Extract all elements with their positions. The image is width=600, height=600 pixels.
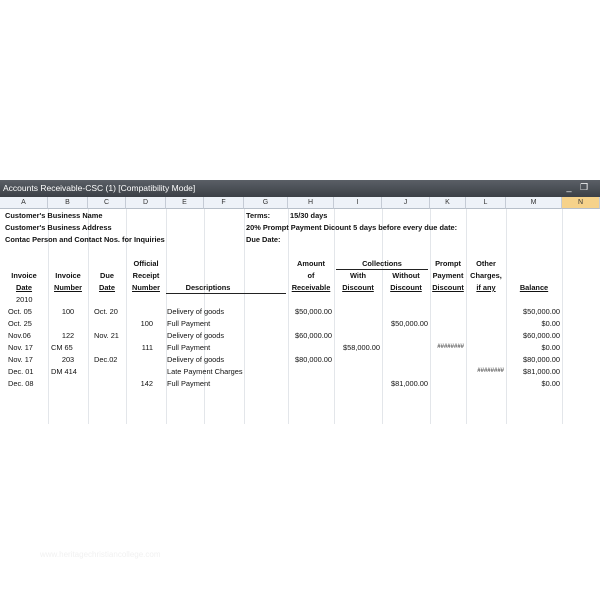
row-3-due: Nov. 21 bbox=[94, 331, 119, 340]
row-2-without: $50,000.00 bbox=[391, 319, 428, 328]
column-header-c[interactable]: C bbox=[88, 197, 126, 209]
discount-note: 20% Prompt Payment Dicount 5 days before every due date: bbox=[246, 223, 458, 232]
row-3-date: Nov.06 bbox=[8, 331, 31, 340]
column-header-i[interactable]: I bbox=[334, 197, 382, 209]
row-6-other: ######## bbox=[477, 368, 504, 374]
row-7-desc: Full Payment bbox=[167, 379, 211, 388]
row-7-receipt: 142 bbox=[140, 379, 153, 388]
row-2-desc: Full Payment bbox=[167, 319, 211, 328]
header-other-3: if any bbox=[476, 283, 496, 292]
header-descriptions: Descriptions bbox=[185, 283, 231, 292]
contact-label: Contac Person and Contact Nos. for Inquiries bbox=[5, 235, 165, 244]
row-6-desc: Late Payment Charges bbox=[167, 367, 243, 376]
row-1-desc: Delivery of goods bbox=[167, 307, 225, 316]
header-amount-1: Amount bbox=[297, 259, 325, 268]
header-other-2: Charges, bbox=[470, 271, 502, 280]
row-5-date: Nov. 17 bbox=[8, 355, 33, 364]
row-4-invoice: CM 65 bbox=[51, 343, 73, 352]
column-header-d[interactable]: D bbox=[126, 197, 166, 209]
column-header-e[interactable]: E bbox=[166, 197, 204, 209]
column-header-l[interactable]: L bbox=[466, 197, 506, 209]
row-7-date: Dec. 08 bbox=[8, 379, 34, 388]
watermark: www.heritagechristiancollege.com bbox=[40, 550, 161, 559]
due-date-label: Due Date: bbox=[246, 235, 281, 244]
header-amount-2: of bbox=[307, 271, 315, 280]
header-without-2: Discount bbox=[390, 283, 422, 292]
header-collections: Collections bbox=[362, 259, 402, 268]
row-4-balance: $0.00 bbox=[541, 343, 560, 352]
year-label: 2010 bbox=[16, 295, 33, 304]
spreadsheet-window bbox=[0, 180, 600, 424]
row-1-invoice: 100 bbox=[61, 307, 75, 316]
row-3-desc: Delivery of goods bbox=[167, 331, 225, 340]
minimize-button[interactable]: _ bbox=[566, 182, 572, 192]
row-1-due: Oct. 20 bbox=[94, 307, 118, 316]
header-prompt-1: Prompt bbox=[435, 259, 461, 268]
descriptions-underline bbox=[166, 293, 286, 294]
header-invoice-date-2: Date bbox=[15, 283, 33, 292]
row-7-balance: $0.00 bbox=[541, 379, 560, 388]
header-receipt-3: Number bbox=[132, 283, 160, 292]
row-2-receipt: 100 bbox=[140, 319, 153, 328]
title-bar bbox=[0, 180, 600, 197]
column-header-k[interactable]: K bbox=[430, 197, 466, 209]
row-1-amount: $50,000.00 bbox=[295, 307, 332, 316]
row-1-balance: $50,000.00 bbox=[523, 307, 560, 316]
row-4-date: Nov. 17 bbox=[8, 343, 33, 352]
column-header-g[interactable]: G bbox=[244, 197, 288, 209]
header-due-date-2: Date bbox=[98, 283, 116, 292]
row-2-date: Oct. 25 bbox=[8, 319, 32, 328]
header-invoice-number-2: Number bbox=[54, 283, 82, 292]
terms-label: Terms: bbox=[246, 211, 271, 220]
row-6-balance: $81,000.00 bbox=[523, 367, 560, 376]
header-amount-3: Receivable bbox=[291, 283, 331, 292]
header-with-2: Discount bbox=[342, 283, 374, 292]
row-5-desc: Delivery of goods bbox=[167, 355, 225, 364]
header-with-1: With bbox=[350, 271, 366, 280]
window-title: Accounts Receivable-CSC (1) [Compatibility Mode] bbox=[3, 183, 196, 193]
column-header-a[interactable]: A bbox=[0, 197, 48, 209]
business-address-label: Customer's Business Address bbox=[5, 223, 112, 232]
row-6-date: Dec. 01 bbox=[8, 367, 34, 376]
row-5-amount: $80,000.00 bbox=[295, 355, 332, 364]
row-3-amount: $60,000.00 bbox=[295, 331, 332, 340]
row-5-due: Dec.02 bbox=[94, 355, 118, 364]
cell-grid[interactable] bbox=[0, 209, 600, 424]
row-5-balance: $80,000.00 bbox=[523, 355, 560, 364]
column-header-m[interactable]: M bbox=[506, 197, 562, 209]
row-4-prompt: ######## bbox=[437, 344, 464, 350]
header-invoice-date-1: Invoice bbox=[11, 271, 37, 280]
column-header-j[interactable]: J bbox=[382, 197, 430, 209]
row-1-date: Oct. 05 bbox=[8, 307, 32, 316]
row-3-invoice: 122 bbox=[61, 331, 75, 340]
row-7-without: $81,000.00 bbox=[391, 379, 428, 388]
header-prompt-2: Payment bbox=[432, 271, 464, 280]
header-balance: Balance bbox=[519, 283, 549, 292]
row-4-with: $58,000.00 bbox=[343, 343, 380, 352]
column-header-f[interactable]: F bbox=[204, 197, 244, 209]
header-receipt-1: Official bbox=[133, 259, 159, 268]
column-header-b[interactable]: B bbox=[48, 197, 88, 209]
row-3-balance: $60,000.00 bbox=[523, 331, 560, 340]
header-due-date-1: Due bbox=[100, 271, 114, 280]
maximize-button[interactable]: ❐ bbox=[579, 182, 589, 192]
row-5-invoice: 203 bbox=[61, 355, 75, 364]
column-header-n-selected[interactable]: N bbox=[562, 197, 600, 209]
column-header-h[interactable]: H bbox=[288, 197, 334, 209]
row-2-balance: $0.00 bbox=[541, 319, 560, 328]
header-invoice-number-1: Invoice bbox=[55, 271, 81, 280]
row-6-invoice: DM 414 bbox=[51, 367, 77, 376]
row-4-receipt: 111 bbox=[141, 343, 153, 352]
row-4-desc: Full Payment bbox=[167, 343, 211, 352]
header-without-1: Without bbox=[392, 271, 420, 280]
header-prompt-3: Discount bbox=[432, 283, 464, 292]
business-name-label: Customer's Business Name bbox=[5, 211, 103, 220]
header-receipt-2: Receipt bbox=[132, 271, 160, 280]
header-other-1: Other bbox=[476, 259, 496, 268]
terms-value: 15/30 days bbox=[290, 211, 328, 220]
